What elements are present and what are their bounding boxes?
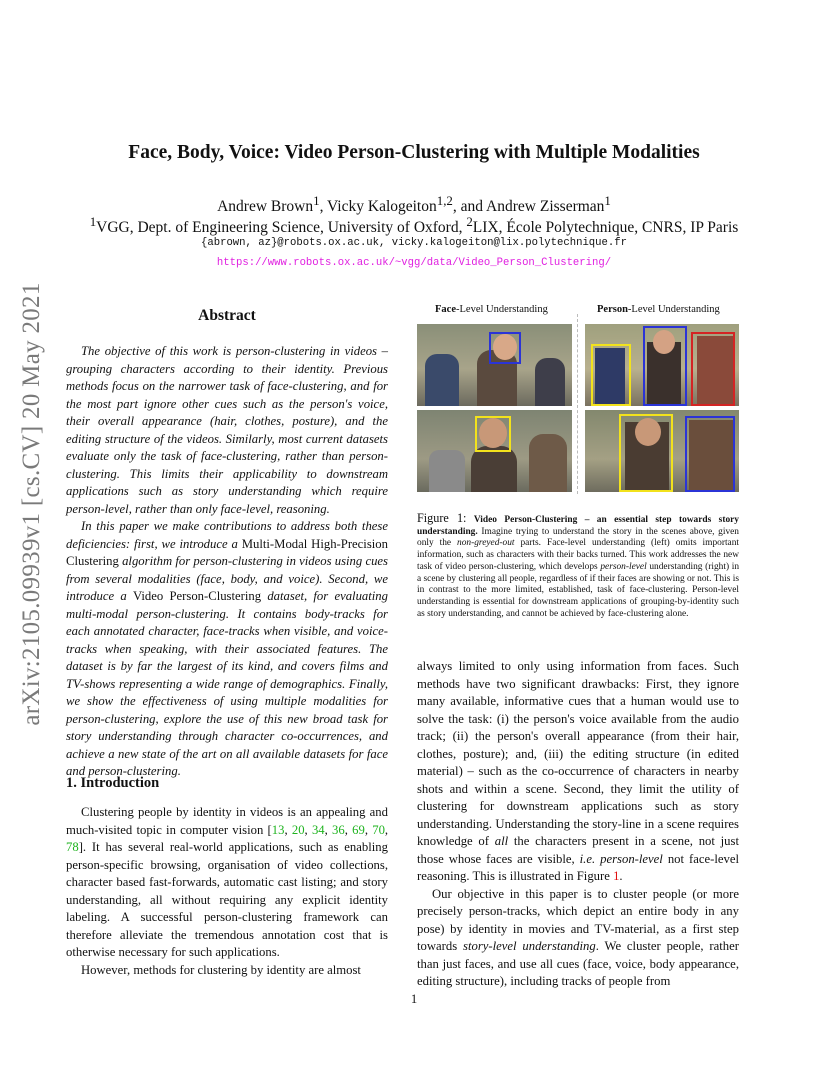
- figure-panel-label: [435, 304, 548, 315]
- person-shape: [535, 358, 565, 406]
- person-shape: [429, 450, 465, 492]
- text-run: understanding (right) in a scene by clustering all people, regardless of if their faces are showing or not. This is in contrast to the more limited, established, task of face-clustering. Person-level understanding is essential for downstream applications of grouping-by-identity such as story understanding, and cannot be achieved by face-clustering alone.: [417, 561, 740, 619]
- text-run: ]. It has several real-world applications, such as enabling person-specific browsing, organisation of video collections, character based fast-forwards, automatic cast listing; and story understanding, all without requiring any explicit identity labeling. A successful person-clustering framework can therefore alleviate the tremendous annotation cost that is otherwise necessary for such applications.: [66, 840, 388, 959]
- text-run: all: [494, 834, 509, 848]
- panel-divider: [577, 314, 578, 494]
- text-run: ,: [304, 822, 312, 837]
- affil-mark: 1: [89, 214, 97, 229]
- introduction-body: [66, 804, 388, 979]
- caption-bold: Video Person-Clustering – an essential step towards story understanding.: [417, 515, 739, 537]
- citation-link[interactable]: 70: [372, 822, 385, 837]
- figure-reference-link[interactable]: 1: [613, 869, 620, 883]
- abstract-paragraph: [66, 518, 388, 781]
- citation-link[interactable]: 69: [352, 822, 365, 837]
- arxiv-stamp: arXiv:2105.09939v1 [cs.CV] 20 May 2021: [18, 282, 45, 726]
- author-separator: , and: [452, 198, 487, 216]
- label-bold: Person: [597, 304, 628, 315]
- scene-image-person-level-bottom: [585, 410, 739, 492]
- text-run: Clustering people by identity in videos is an appealing and much-visited topic in computer vision [: [66, 805, 388, 837]
- figure-panel-label: [597, 304, 720, 315]
- text-run: ,: [284, 822, 292, 837]
- author-name: Andrew Zisserman: [486, 198, 605, 216]
- author-list: [0, 193, 828, 216]
- abstract-body: [66, 343, 388, 781]
- author-name: Andrew Brown: [217, 198, 314, 216]
- affil-text: LIX, École Polytechnique, CNRS, IP Paris: [472, 219, 739, 237]
- scene-image-person-level-top: [585, 324, 739, 406]
- text-run: .: [619, 869, 623, 883]
- text-run: always limited to only using information from faces. Such methods have two significant drawbacks: First, they ignore many available, informative cues that a human would use to solve the task: (i) the person's voice available from the audio track; (ii) the person's overall appearance (from their hair, clothes, posture); and, (iii) the editing structure (in edited material) – such as the co-occurrence of characters in nearby shots and within a scene. Second, they limit the utility of clustering for downstream applications such as story understanding. Understanding the story-line in a scene requires knowledge of: [417, 659, 739, 848]
- person-bounding-box: [691, 332, 735, 406]
- person-shape: [529, 434, 567, 492]
- citation-link[interactable]: 20: [291, 822, 305, 837]
- text-run: Our objective in this paper is to cluster people (or more precisely person-tracks, which depict an entire body in any pose) by identity in movies and TV-material, as a first step towards: [417, 886, 739, 953]
- text-run: ,: [324, 822, 333, 837]
- scene-image-face-level-bottom: [417, 410, 572, 492]
- text-run: i.e.: [579, 851, 596, 866]
- page-number: 1: [410, 992, 418, 1006]
- person-bounding-box: [685, 416, 735, 492]
- section-heading-introduction: 1. Introduction: [66, 775, 160, 791]
- abstract-heading: Abstract: [198, 307, 256, 324]
- label-text: -Level Understanding: [627, 304, 720, 315]
- intro-paragraph: [66, 804, 388, 962]
- text-run: not face-level reasoning. This is illustrated in Figure: [417, 851, 740, 883]
- text-run: story-level understanding: [463, 939, 596, 953]
- text-run: person-level: [600, 561, 647, 572]
- affiliations: [0, 214, 828, 237]
- body-paragraph: [417, 658, 739, 886]
- text-run: In this paper we make contributions to address both these deficiencies: first, we introduce a: [66, 519, 388, 551]
- text-run: ,: [344, 822, 353, 837]
- caption-label: Figure 1:: [417, 511, 467, 525]
- label-text: -Level Understanding: [456, 304, 548, 315]
- abstract-paragraph: The objective of this work is person-clustering in videos – grouping characters according to their identity. Previous methods focus on the narrower task of face-clustering, and for the most part ignore other cues such as the person's voice, their overall appearance (hair, clothes, posture), and the editing structure of the videos. Similarly, most current datasets evaluate only the task of face-clustering, rather than person-clustering. This limits their applicability to downstream applications such as story understanding which require person-level, rather than only face-level, reasoning.: [66, 344, 388, 516]
- author-affil-mark: 1,2: [436, 193, 453, 208]
- label-bold: Face: [435, 304, 456, 315]
- citation-link[interactable]: 34: [311, 822, 325, 837]
- text-run: algorithm for person-clustering in videos using cues from several modalities (face, body, and voice). Second, we introduce a: [66, 554, 388, 603]
- person-shape: [471, 446, 517, 492]
- text-run: Imagine trying to understand the story in the scenes above, given only the: [417, 526, 739, 549]
- paper-title: Face, Body, Voice: Video Person-Clustering with Multiple Modalities: [128, 142, 700, 163]
- text-run: Multi-Modal High-Precision Clustering: [66, 536, 388, 568]
- text-run: . We cluster people, rather than just faces, and use all cues (face, voice, body appearance, editing structure), including tracks of people from: [417, 939, 739, 988]
- citation-link[interactable]: 13: [271, 822, 285, 837]
- figure-1: [417, 304, 739, 494]
- right-column-body: [417, 658, 739, 991]
- person-bounding-box: [591, 344, 631, 406]
- scene-image-face-level-top: [417, 324, 572, 406]
- citation-link[interactable]: 36: [332, 822, 345, 837]
- person-shape: [425, 354, 459, 406]
- text-run: ,: [384, 822, 389, 837]
- text-run: Video Person-Clustering: [132, 589, 262, 603]
- text-run: person-level: [600, 851, 663, 866]
- author-affil-mark: 1: [313, 193, 320, 208]
- author-emails: {abrown, az}@robots.ox.ac.uk, vicky.kalogeiton@lix.polytechnique.fr: [201, 237, 627, 249]
- text-run: dataset, for evaluating multi-modal person-clustering. It contains body-tracks for each annotated character, face-tracks when visible, and voice-tracks when speaking, with their associated features. The dataset is by far the largest of its kind, and covers films and TV-shows representing a wide range of demographics. Finally, we show the effectiveness of using multiple modalities for person-clustering, explore the use of this new broad task for story understanding through character co-occurrences, and achieve a new state of the art on all available datasets for face and person-clustering.: [66, 589, 388, 778]
- body-paragraph: [417, 886, 739, 991]
- project-url-link[interactable]: https://www.robots.ox.ac.uk/~vgg/data/Video_Person_Clustering/: [216, 257, 612, 269]
- person-bounding-box: [643, 326, 687, 406]
- face-bounding-box: [489, 332, 521, 364]
- text-run: parts. Face-level understanding (left) omits important information, such as characters with their backs turned. This work addresses the new task of video person-clustering, which develops: [417, 538, 739, 572]
- face-bounding-box: [475, 416, 511, 452]
- text-run: non-greyed-out: [457, 538, 515, 549]
- affil-text: VGG, Dept. of Engineering Science, University of Oxford,: [96, 219, 467, 237]
- citation-link[interactable]: 78: [66, 840, 79, 854]
- author-affil-mark: 1: [604, 193, 611, 208]
- affil-mark: 2: [466, 214, 473, 229]
- figure-1-caption: [417, 513, 739, 620]
- text-run: ,: [364, 822, 373, 837]
- text-run: the characters present in a scene, not just those whose faces are visible,: [417, 834, 739, 866]
- intro-paragraph: However, methods for clustering by identity are almost: [81, 962, 361, 977]
- person-bounding-box: [619, 414, 673, 492]
- author-name: Vicky Kalogeiton: [327, 198, 437, 216]
- author-separator: ,: [319, 198, 328, 216]
